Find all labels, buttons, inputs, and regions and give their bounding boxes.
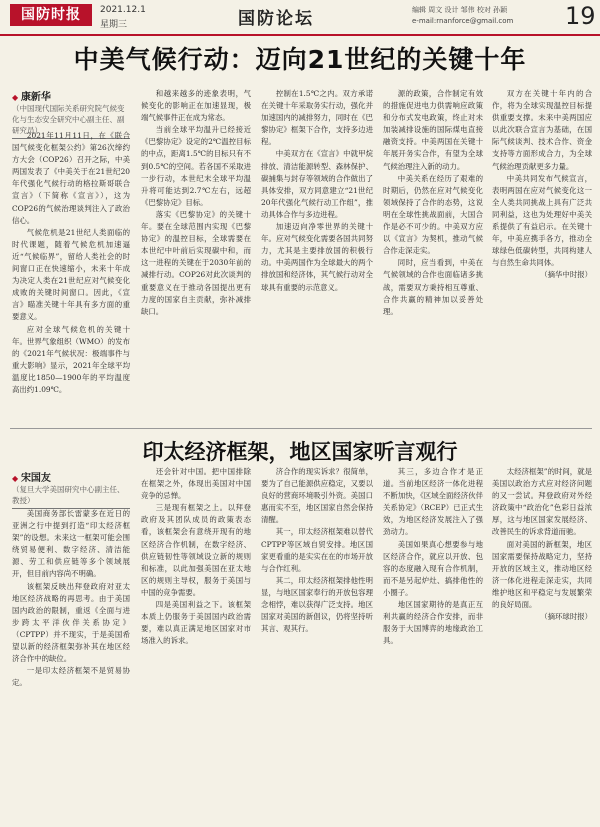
paragraph: 该框架反映出拜登政府对亚太地区经济战略的再思考。由于美国国内政治的限制，重返《全面与进步跨太平洋伙伴关系协定》（CPTPP）并不现实，于是美国希望以新的经济框架弥补其在地区经济合作中的缺位。 (12, 581, 130, 664)
paragraph: 加速迈向净零世界的关键十年。应对气候变化需要各国共同努力，尤其是主要排放国的积极行动。中美两国作为全球最大的两个排放国和经济体，其气候行动对全球具有重要的示范意义。 (261, 222, 373, 292)
newspaper-logo: 国防时报 (10, 4, 92, 26)
paragraph: 济合作的现实诉求？很简单，要为了自己能源供应稳定，又要以良好的营商环境吸引外资。美国口惠而实不至，地区国家自然会保持清醒。 (261, 467, 373, 525)
paragraph: 其三，多边合作才是正道。当前地区经济一体化进程不断加快，《区域全面经济伙伴关系协定》（RCEP）已正式生效，为地区经济发展注入了强劲动力。 (383, 467, 483, 537)
article1-column-4 (383, 88, 483, 426)
paragraph: 气候危机是21世纪人类面临的时代课题，随着气候危机加速逼近“气候临界”，留给人类社会的时间窗口正在快速缩小，未来十年成为决定人类在21世纪应对气候变化成败的关键时间窗口。因此，《宣言》瞄准关键十年具有多方面的重要意义。 (12, 227, 130, 322)
paragraph: 源的政策，合作制定有效的措施促进电力供需响应政策和分布式发电政策，终止对未加装减排设施的国际煤电直接融资支持。中美两国在关键十年展开务实合作，有望为全球气候治理注入新的动力。 (383, 89, 483, 171)
article1-affiliation: （中国现代国际关系研究院气候变化与生态安全研究中心副主任、副研究员） (12, 103, 130, 139)
article2-column-3 (261, 466, 373, 818)
article2-headline: 印太经济框架，地区国家听言观行 (142, 440, 458, 464)
article2-byline (12, 469, 130, 509)
paragraph: 太经济框架”的时间，就是美国以政治方式应对经济问题的又一尝试。拜登政府对外经济政策中“政治化”色彩日益浓厚，这与地区国家发展经济、改善民生的诉求背道而驰。 (492, 467, 592, 537)
issue-date: 2021.12.1 (100, 5, 146, 15)
paragraph: 其二，印太经济框架排他性明显，与地区国家奉行的开放包容理念相悖，难以获得广泛支持。地区国家对美国的新倡议，仍将坚持听其言、观其行。 (261, 575, 373, 634)
editors-line: 编辑 周文 设计 邹伟 校对 孙颖 (412, 6, 508, 14)
article1-column-2 (141, 88, 251, 426)
article2-author: ◆ 宋国友 (12, 469, 130, 484)
article2-affiliation: （复旦大学美国研究中心副主任、教授） (12, 484, 130, 509)
paragraph: 控制在1.5℃之内。双方承诺在关键十年采取务实行动，强化并加速国内的减排努力，同时在《巴黎协定》框架下合作，支持多边进程。 (261, 89, 373, 147)
paragraph: 和越来越多的迹象表明，气候变化的影响正在加速显现，极端气候事件正在成为常态。 (141, 89, 251, 123)
paragraph: 双方在关键十年内的合作，将为全球实现温控目标提供重要支撑。未来中美两国应以此次联合宣言为基础，在国际气候谈判、技术合作、资金支持等方面形成合力，为全球气候治理贡献更多力量。 (492, 89, 592, 171)
article1-column-1 (12, 130, 130, 426)
paragraph: 美国商务部长雷蒙多在近日的亚洲之行中提到打造“印太经济框架”的设想。未来这一框架可能会围绕贸易便利、数字经济、清洁能源、劳工和供应链等多个领域展开，但目前内容尚不明确。 (12, 509, 130, 579)
paragraph: 面对美国的新框架，地区国家需要保持战略定力，坚持开放的区域主义，推动地区经济一体化进程走深走实，共同维护地区和平稳定与发展繁荣的良好局面。 (492, 539, 592, 610)
article1-author: ◆ 康新华 (12, 88, 130, 103)
contact-email: e-mail:rnanforce@gmail.com (412, 17, 514, 25)
article2-column-4 (383, 466, 483, 818)
article2-column-1 (12, 508, 130, 818)
paragraph: 2021年11月11日，在《联合国气候变化框架公约》第26次缔约方大会（COP26）召开之际，中美两国发表了《中美关于在21世纪20年代强化气候行动的格拉斯哥联合宣言》（下简称《宣言》），这为COP26的气候治理谈判注入了政治信心。 (12, 131, 130, 225)
paragraph: 中美双方在《宣言》中就甲烷排放、清洁能源转型、森林保护、碳捕集与封存等领域的合作做出了具体安排，双方同意建立“21世纪20年代强化气候行动工作组”，推动具体合作与多边进程。 (261, 149, 373, 219)
page-number: 19 (565, 2, 596, 30)
article1-column-5 (492, 88, 592, 426)
paragraph: 中美共同发布气候宣言，表明两国在应对气候变化这一全人类共同挑战上具有广泛共同利益，这也为处理好中美关系提供了有益启示。在关键十年，中美应携手各方，推动全球绿色低碳转型，共同构建人与自然生命共同体。 (492, 173, 592, 268)
article2-credit: （摘环球时报） (540, 612, 592, 622)
issue-weekday: 星期三 (100, 20, 128, 30)
paragraph: 还会针对中国。把中国排除在框架之外，体现出美国对中国竞争的忌惮。 (141, 467, 251, 501)
article1-credit: （摘华中时报） (540, 270, 592, 280)
paragraph: 地区国家期待的是真正互利共赢的经济合作安排，而非服务于大国博弈的地缘政治工具。 (383, 600, 483, 646)
paragraph: 落实《巴黎协定》的关键十年。要在全球范围内实现《巴黎协定》的温控目标，全球需要在本世纪中叶前后实现碳中和，而这一进程的关键在于2030年前的减排行动。COP26对此次谈判的重要意义在于推动各国提出更有力度的国家自主贡献，弥补减排缺口。 (141, 209, 251, 316)
paragraph: 美国如果真心想要参与地区经济合作，就应以开放、包容的态度融入现有合作机制，而不是另起炉灶、搞排他性的小圈子。 (383, 539, 483, 597)
article1-headline: 中美气候行动：迈向21世纪的关键十年 (73, 45, 527, 74)
section-title: 国防论坛 (238, 9, 314, 29)
article2-column-5 (492, 466, 592, 818)
paragraph: 其一，印太经济框架难以替代CPTPP等区域自贸安排。地区国家更看重的是实实在在的市场开放与合作红利。 (261, 527, 373, 573)
paragraph: 四是美国利益之下。该框架本质上仍服务于美国国内政治需要，难以真正满足地区国家对市场准入的诉求。 (141, 600, 251, 646)
article2-column-2 (141, 466, 251, 818)
article-divider (10, 428, 592, 429)
article1-column-3 (261, 88, 373, 426)
paragraph: 中美关系在经历了艰难的时期后，仍然在应对气候变化领域保持了合作的态势，这说明在全球性挑战面前，大国合作是必不可少的。中美双方应以《宣言》为契机，推动气候合作走深走实。 (383, 173, 483, 256)
paragraph: 一是印太经济框架不是贸易协定。 (12, 666, 130, 688)
paragraph: 同时，应当看到，中美在气候领域的合作也面临诸多挑战，需要双方秉持相互尊重、合作共赢的精神加以妥善处理。 (383, 258, 483, 316)
paragraph: 三是现有框架之上。以拜登政府及其团队成员的政策表态看，该框架会有意绕开现有的地区经济合作机制，在数字经济、供应链韧性等领域设立新的规则和标准，以此加强美国在亚太地区的规则主导权，服务于美国与中国的竞争需要。 (141, 503, 251, 597)
paragraph: 应对全球气候危机的关键十年。世界气象组织（WMO）的发布的《2021年气候状况：极端事件与重大影响》显示，2021年全球平均温度比1850—1900年的平均温度高出约1.09℃。 (12, 324, 130, 394)
masthead (0, 0, 600, 36)
paragraph: 当前全球平均温升已经接近《巴黎协定》设定的2℃温控目标的中点，距离1.5℃的目标只有不到0.5℃的空间。若各国不采取进一步行动，本世纪末全球平均温升将可能达到2.7℃左右，远超《巴黎协定》目标。 (141, 125, 251, 207)
